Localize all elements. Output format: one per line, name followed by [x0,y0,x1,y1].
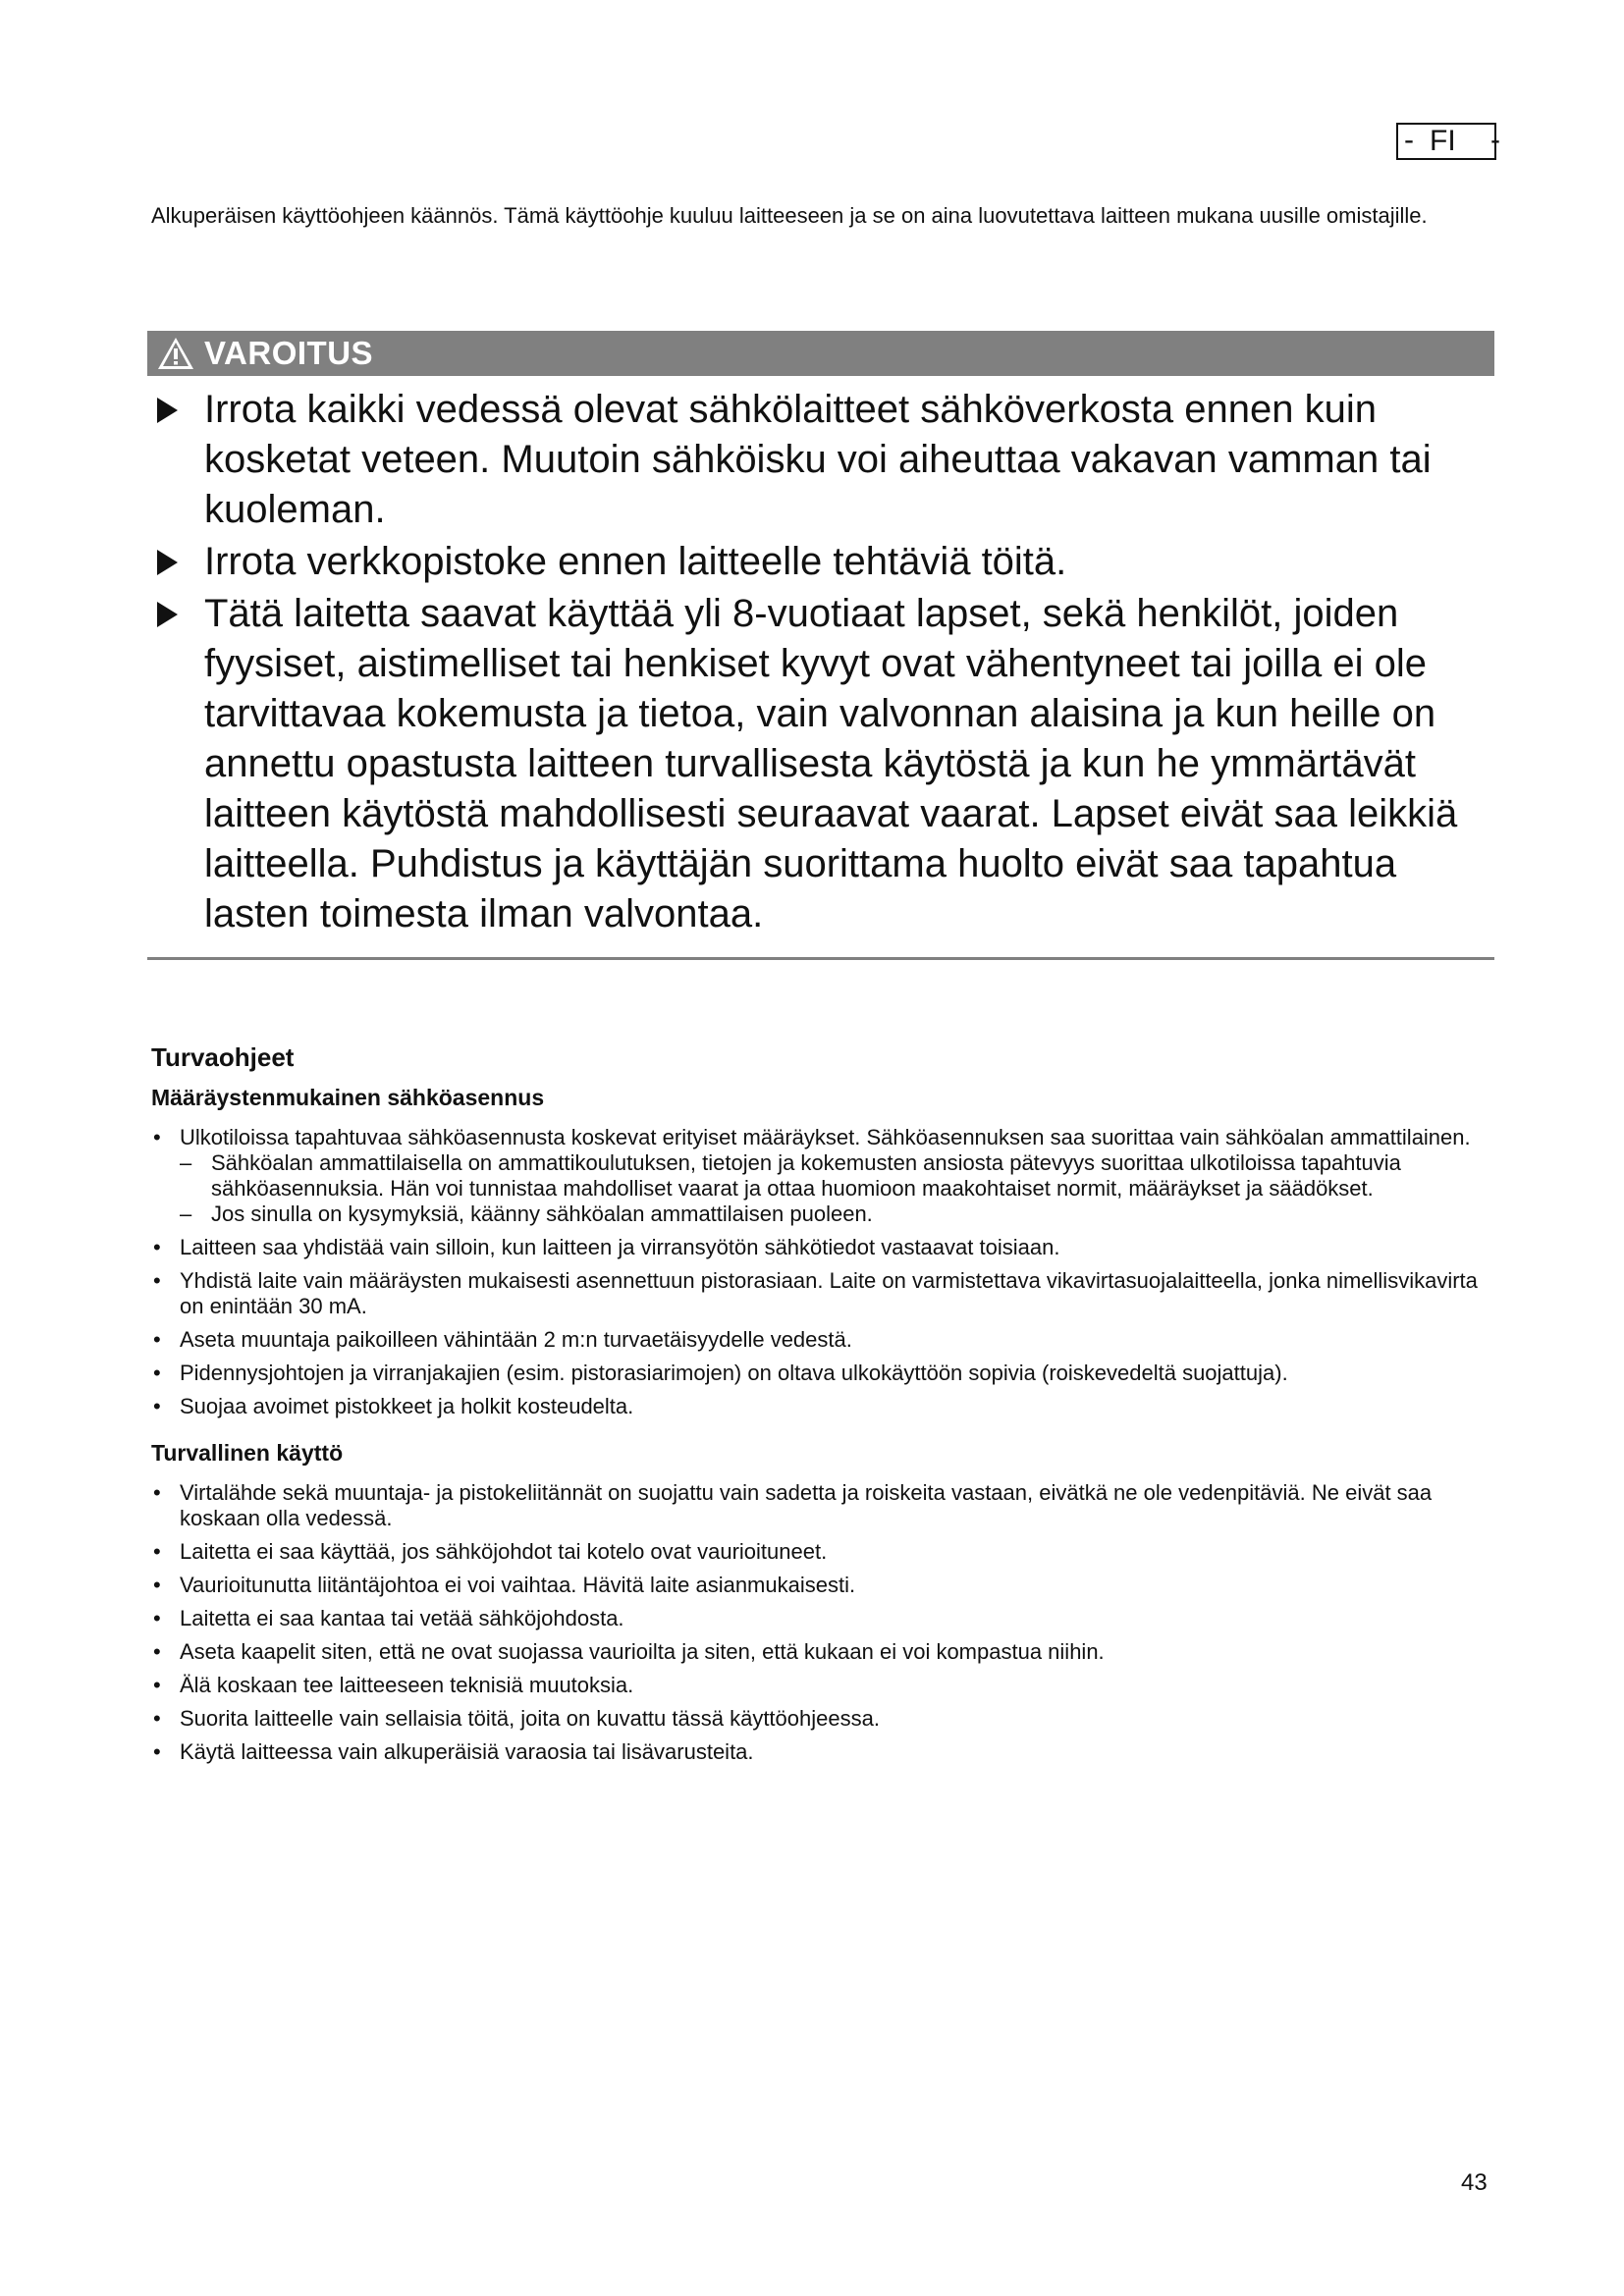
sub-list [180,1150,1496,1227]
warning-triangle-icon [157,337,194,370]
warning-item [147,385,1502,535]
arrow-right-icon [157,602,178,627]
sub-list-item: – Jos sinulla on kysymyksiä, käänny sähköalan ammattilaisen puoleen. [180,1201,1496,1227]
list-item: • Pidennysjohtojen ja virranjakajien (esim. pistorasiarimojen) on oltava ulkokäyttöön sopivia (roiskevedeltä suojattuja). [151,1361,1496,1386]
list-item: • Älä koskaan tee laitteeseen teknisiä muutoksia. [151,1673,1496,1698]
language-tag-dash-right: - [1490,124,1500,156]
warning-item-text: Irrota kaikki vedessä olevat sähkölaitteet sähköverkosta ennen kuin kosketat veteen. Muutoin sähköisku voi aiheuttaa vakavan vamman tai kuoleman. [204,388,1432,531]
warning-list [147,385,1502,941]
arrow-right-icon [157,398,178,423]
list-item: • Laitetta ei saa kantaa tai vetää sähköjohdosta. [151,1606,1496,1631]
list-item: • Laitteen saa yhdistää vain silloin, kun laitteen ja virransyötön sähkötiedot vastaavat toisiaan. [151,1235,1496,1260]
list-item: • Suojaa avoimet pistokkeet ja holkit kosteudelta. [151,1394,1496,1419]
warning-title: VAROITUS [204,335,374,371]
list-item: • Vaurioitunutta liitäntäjohtoa ei voi vaihtaa. Hävitä laite asianmukaisesti. [151,1573,1496,1598]
list-item: • Laitetta ei saa käyttää, jos sähköjohdot tai kotelo ovat vaurioituneet. [151,1539,1496,1565]
intro-text: Alkuperäisen käyttöohjeen käännös. Tämä käyttöohje kuuluu laitteeseen ja se on aina luovutettava laitteen mukana uusille omistajille. [151,203,1428,228]
warning-header [147,331,1494,376]
language-tag-dash-left: - [1404,124,1414,156]
usage-list [151,1480,1496,1765]
page-number: 43 [1461,2169,1488,2196]
safety-section [151,1042,1496,1773]
installation-list [151,1125,1496,1419]
warning-item [147,537,1502,587]
list-item: • Suorita laitteelle vain sellaisia töitä, joita on kuvattu tässä käyttöohjeessa. [151,1706,1496,1732]
arrow-right-icon [157,550,178,575]
warning-item-text: Tätä laitetta saavat käyttää yli 8-vuotiaat lapset, sekä henkilöt, joiden fyysiset, aistimelliset tai henkiset kyvyt ovat vähentyneet tai joilla ei ole tarvittavaa kokemusta ja tietoa, vain valvonnan alaisina ja kun heille on annettu opastusta laitteen turvallisesta käytöstä ja kun he ymmärtävät laitteen käytöstä mahdollisesti seuraavat vaarat. Lapset eivät saa leikkiä laitteella. Puhdistus ja käyttäjän suorittama huolto eivät saa tapahtua lasten toimesta ilman valvontaa. [204,592,1458,935]
list-item-text: Ulkotiloissa tapahtuvaa sähköasennusta koskevat erityiset määräykset. Sähköasennuksen saa suorittaa vain sähköalan ammattilainen. [180,1125,1471,1149]
section-heading: Turvaohjeet [151,1042,295,1072]
list-item [151,1125,1496,1227]
list-item: • Virtalähde sekä muuntaja- ja pistokeliitännät on suojattu vain sadetta ja roiskeita vastaan, eivätkä ne ole vedenpitäviä. Ne eivät saa koskaan olla vedessä. [151,1480,1496,1531]
list-item: • Aseta kaapelit siten, että ne ovat suojassa vaurioilta ja siten, että kukaan ei voi kompastua niihin. [151,1639,1496,1665]
sub-list-item: – Sähköalan ammattilaisella on ammattikoulutuksen, tietojen ja kokemusten ansiosta pätevyys suorittaa ulkotiloissa tapahtuvia sähköasennuksia. Hän voi tunnistaa mahdolliset vaarat ja ottaa huomioon maakohtaiset normit, määräykset ja säädökset. [180,1150,1496,1201]
list-item: • Aseta muuntaja paikoilleen vähintään 2 m:n turvaetäisyydelle vedestä. [151,1327,1496,1353]
list-item: • Käytä laitteessa vain alkuperäisiä varaosia tai lisävarusteita. [151,1739,1496,1765]
warning-item-text: Irrota verkkopistoke ennen laitteelle tehtäviä töitä. [204,540,1067,583]
warning-item [147,589,1502,939]
list-item: • Yhdistä laite vain määräysten mukaisesti asennettuun pistorasiaan. Laite on varmistettava vikavirtasuojalaitteella, jonka nimellisvikavirta on enintään 30 mA. [151,1268,1496,1319]
language-tag [1396,123,1500,160]
subsection-heading: Määräystenmukainen sähköasennus [151,1085,545,1110]
subsection-heading: Turvallinen käyttö [151,1440,344,1466]
warning-divider [147,957,1494,960]
language-code: FI [1430,125,1456,157]
